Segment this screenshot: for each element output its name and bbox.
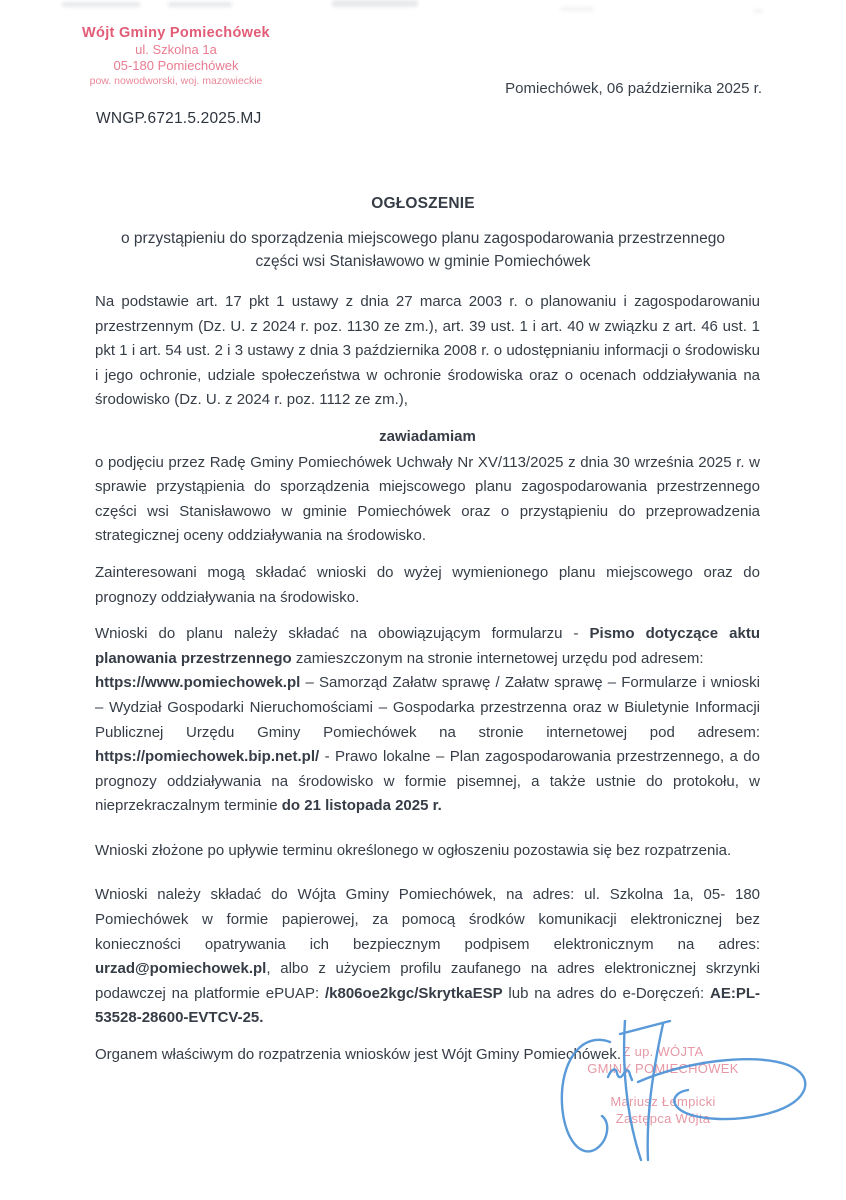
interested-parties-paragraph: Zainteresowani mogą składać wnioski do wyżej wymienionego planu miejscowego oraz do prognozy oddziaływania na środowisko. (95, 563, 760, 606)
submission-address-paragraph: Wnioski należy składać do Wójta Gminy Pomiechówek, na adres: ul. Szkolna 1a, 05- 180 Pomiechówek w formie papierowej, za pomocą środków komunikacji elektronicznej bez konieczności opatrywania ich bezpiecznym podpisem elektronicznym na adres: urzad@pomiechowek.pl, albo z użyciem profilu zaufanego na adres elektronicznej skrzynki podawczej na platformie ePUAP: /k806oe2kgc/SkrytkaESP lub na adres do e-Doręczeń: AE:PL-53528-28600-EVTCV-25. (95, 886, 760, 1027)
sender-street: ul. Szkolna 1a (135, 42, 217, 57)
scan-artifact (168, 2, 232, 7)
notice-heading: zawiadamiam (379, 427, 476, 445)
scan-artifact (753, 9, 763, 13)
document-subtitle-line2: części wsi Stanisławowo w gminie Pomiechówek (255, 253, 591, 270)
resolution-paragraph: o podjęciu przez Radę Gminy Pomiechówek Uchwały Nr XV/113/2025 z dnia 30 września 2025 r. w sprawie przystąpienia do sporządzenia miejscowego planu zagospodarowania przestrzennego części wsi Stanisławowo w gminie Pomiechówek oraz o przystąpieniu do przeprowadzenia strategicznej oceny oddziaływania na środowisko. (95, 453, 760, 545)
sender-stamp (60, 24, 292, 89)
signer-name: Mariusz Łempicki (610, 1094, 716, 1109)
reference-number: WNGP.6721.5.2025.MJ (96, 110, 262, 127)
late-submissions-paragraph: Wnioski złożone po upływie terminu określonego w ogłoszeniu pozostawia się bez rozpatrzenia. (95, 841, 732, 859)
signer-title: Zastępca Wójta (615, 1111, 711, 1126)
submission-form-paragraph: Wnioski do planu należy składać na obowiązującym formularzu - Pismo dotyczące aktu planowania przestrzennego zamieszczonym na stronie internetowej urzędu pod adresem: https://www.pomiechowek.pl – Samorząd Załatw sprawę / Załatw sprawę – Formularze i wnioski – Wydział Gospodarki Nieruchomościami – Gospodarka przestrzenna oraz w Biuletynie Informacji Publicznej Urzędu Gminy Pomiechówek na stronie internetowej pod adresem: https://pomiechowek.bip.net.pl/ - Prawo lokalne – Plan zagospodarowania przestrzennego, a do prognozy oddziaływania na środowisko w formie pisemnej, a także ustnie do protokołu, w nieprzekraczalnym terminie do 21 listopada 2025 r. (95, 625, 760, 815)
scan-artifact (560, 7, 594, 11)
deputy-stamp-line1: Z up. WÓJTA (622, 1044, 704, 1059)
sender-postal-city: 05-180 Pomiechówek (113, 58, 239, 73)
document-subtitle-line1: o przystąpieniu do sporządzenia miejscowego planu zagospodarowania przestrzennego (120, 230, 725, 247)
document-title: OGŁOSZENIE (371, 195, 475, 212)
sender-county-voivodeship: pow. nowodworski, woj. mazowieckie (89, 75, 263, 87)
legal-basis-paragraph: Na podstawie art. 17 pkt 1 ustawy z dnia 27 marca 2003 r. o planowaniu i zagospodarowaniu przestrzennym (Dz. U. z 2024 r. poz. 1130 ze zm.), art. 39 ust. 1 i art. 40 w związku z art. 46 ust. 1 pkt 1 i art. 54 ust. 2 i 3 ustawy z dnia 3 października 2008 r. o udostępnianiu informacji o środowisku i jego ochronie, udziale społeczeństwa w ochronie środowiska oraz o ocenach oddziaływania na środowisko (Dz. U. z 2024 r. poz. 1112 ze zm.), (95, 293, 760, 409)
document-body (95, 290, 760, 1080)
place-and-date: Pomiechówek, 06 października 2025 r. (505, 80, 762, 97)
sender-organization: Wójt Gminy Pomiechówek (82, 25, 270, 41)
scan-artifact (62, 2, 140, 7)
deputy-stamp-line2: GMINY POMIECHÓWEK (587, 1061, 739, 1076)
title-block (0, 195, 846, 273)
scan-artifact (332, 0, 418, 7)
handwritten-signature (498, 1020, 844, 1200)
competent-authority-paragraph: Organem właściwym do rozpatrzenia wniosków jest Wójt Gminy Pomiechówek. (95, 1046, 622, 1064)
